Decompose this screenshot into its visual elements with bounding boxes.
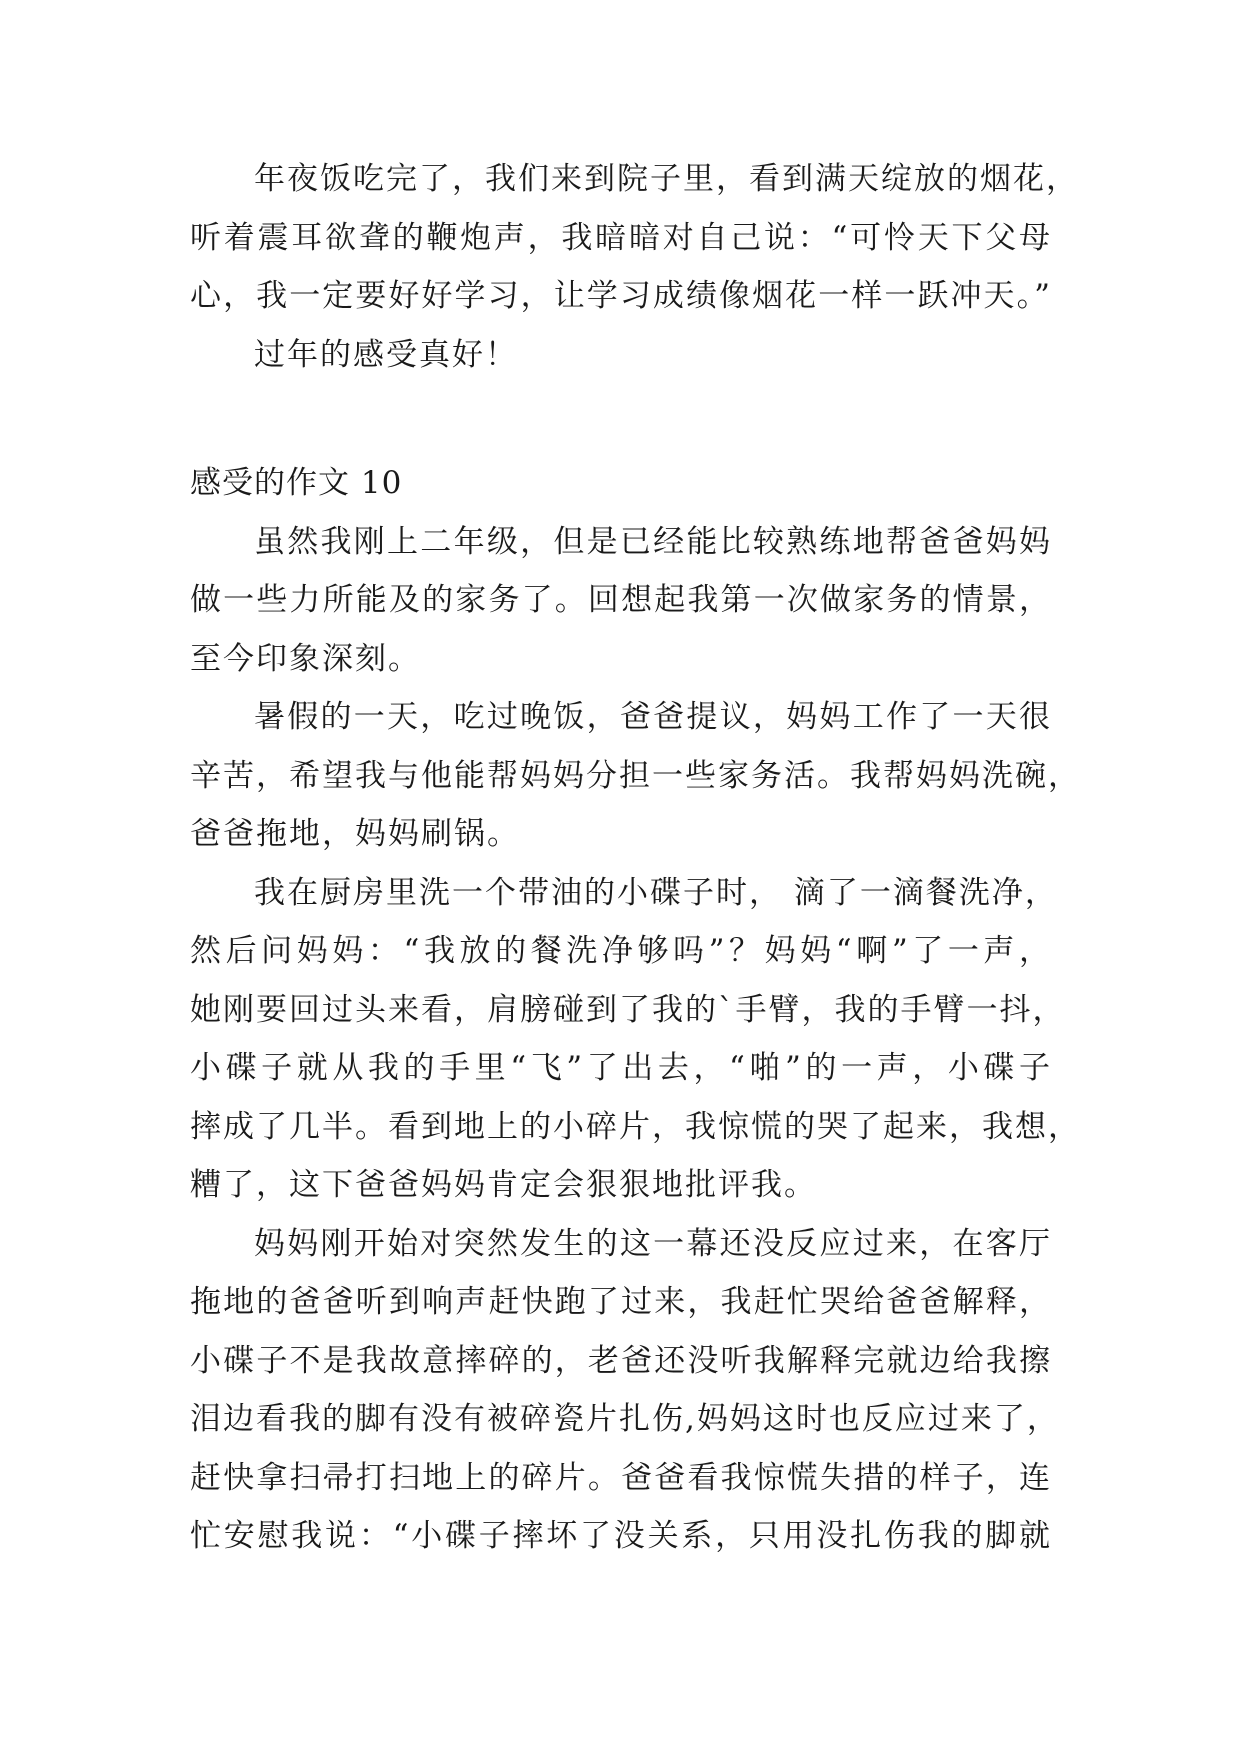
document-body xyxy=(190,150,1081,1566)
section-gap xyxy=(190,384,1052,454)
text-line: 妈妈刚开始对突然发生的这一幕还没反应过来，在客厅 xyxy=(254,1225,1052,1262)
text-line: 赶快拿扫帚打扫地上的碎片。爸爸看我惊慌失措的样子，连 xyxy=(190,1459,1052,1496)
text-line: 我在厨房里洗一个带油的小碟子时， 滴了一滴餐洗净， xyxy=(254,874,1058,911)
paragraph xyxy=(190,513,1052,689)
paragraph xyxy=(190,326,1052,385)
text-line: 小碟子就从我的手里“飞”了出去，“啪”的一声，小碟子 xyxy=(190,1050,1052,1086)
text-line: 爸爸拖地，妈妈刷锅。 xyxy=(190,816,520,852)
text-line: 泪边看我的脚有没有被碎瓷片扎伤,妈妈这时也反应过来了， xyxy=(190,1401,1060,1437)
text-line: 年夜饭吃完了，我们来到院子里，看到满天绽放的烟花， xyxy=(254,161,1079,197)
text-line: 听着震耳欲聋的鞭炮声，我暗暗对自己说：“可怜天下父母 xyxy=(190,219,1052,256)
text-line: 至今印象深刻。 xyxy=(190,640,421,677)
text-line: 暑假的一天，吃过晚饭，爸爸提议，妈妈工作了一天很 xyxy=(254,699,1052,735)
paragraph xyxy=(190,1215,1060,1566)
text-line: 小碟子不是我故意摔碎的，老爸还没听我解释完就边给我擦 xyxy=(190,1342,1052,1379)
section-heading: 感受的作文 10 xyxy=(190,465,403,501)
text-line: 忙安慰我说：“小碟子摔坏了没关系，只用没扎伤我的脚就 xyxy=(190,1518,1052,1554)
text-line: 她刚要回过头来看，肩膀碰到了我的`手臂，我的手臂一抖， xyxy=(190,991,1066,1028)
text-line: 摔成了几半。看到地上的小碎片，我惊慌的哭了起来，我想， xyxy=(190,1108,1081,1145)
text-line: 拖地的爸爸听到响声赶快跑了过来，我赶忙哭给爸爸解释， xyxy=(190,1284,1052,1320)
text-line: 糟了，这下爸爸妈妈肯定会狠狠地批评我。 xyxy=(190,1167,817,1203)
text-line: 然后问妈妈：“我放的餐洗净够吗”？妈妈“啊”了一声， xyxy=(190,933,1052,969)
paragraph xyxy=(190,688,1081,864)
paragraph xyxy=(190,150,1079,326)
text-line: 辛苦，希望我与他能帮妈妈分担一些家务活。我帮妈妈洗碗， xyxy=(190,757,1081,794)
paragraph xyxy=(190,864,1081,1215)
text-line: 做一些力所能及的家务了。回想起我第一次做家务的情景， xyxy=(190,582,1052,618)
text-line: 过年的感受真好！ xyxy=(254,336,518,373)
text-line: 心，我一定要好好学习，让学习成绩像烟花一样一跃冲天。” xyxy=(190,278,1052,314)
text-line: 虽然我刚上二年级，但是已经能比较熟练地帮爸爸妈妈 xyxy=(254,523,1052,560)
